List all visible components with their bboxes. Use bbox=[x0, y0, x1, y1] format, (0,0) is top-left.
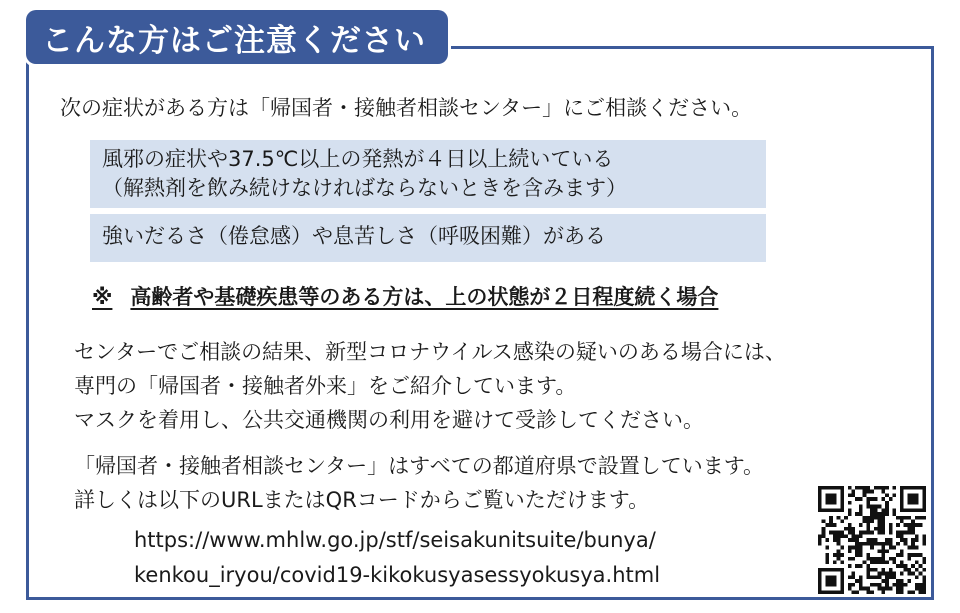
note-text: 高齢者や基礎疾患等のある方は、上の状態が２日程度続く場合 bbox=[130, 285, 719, 309]
symptom-box-fever bbox=[90, 140, 766, 208]
qr-code-icon[interactable] bbox=[818, 486, 926, 594]
url-line[interactable]: kenkou_iryou/covid19-kikokusyasessyokusya.html bbox=[134, 563, 661, 587]
locations-line: 「帰国者・接触者相談センター」はすべての都道府県で設置しています。 bbox=[74, 454, 765, 478]
symptom-fatigue-text: 強いだるさ（倦怠感）や息苦しさ（呼吸困難）がある bbox=[102, 224, 606, 248]
url-line[interactable]: https://www.mhlw.go.jp/stf/seisakunitsuite/bunya/ bbox=[134, 528, 656, 552]
note-mark: ※ bbox=[92, 285, 113, 309]
elderly-note bbox=[92, 281, 718, 311]
center-info-line: 専門の「帰国者・接触者外来」をご紹介しています。 bbox=[74, 374, 577, 398]
center-info-paragraph bbox=[74, 335, 786, 437]
title-tab bbox=[26, 10, 448, 64]
locations-paragraph bbox=[74, 449, 764, 517]
center-info-line: マスクを着用し、公共交通機関の利用を避けて受診してください。 bbox=[74, 408, 704, 432]
page-title: こんな方はご注意ください bbox=[42, 22, 426, 59]
locations-line: 詳しくは以下のURLまたはQRコードからご覧いただけます。 bbox=[74, 488, 650, 512]
center-info-line: センターでご相談の結果、新型コロナウイルス感染の疑いのある場合には、 bbox=[74, 340, 786, 364]
symptom-fever-subtext: （解熱剤を飲み続けなければならないときを含みます） bbox=[102, 176, 627, 200]
intro-text: 次の症状がある方は「帰国者・接触者相談センター」にご相談ください。 bbox=[60, 96, 753, 120]
symptom-fever-text: 風邪の症状や37.5℃以上の発熱が４日以上続いている bbox=[102, 147, 614, 171]
reference-url[interactable] bbox=[134, 523, 660, 593]
symptom-box-fatigue bbox=[90, 214, 766, 262]
